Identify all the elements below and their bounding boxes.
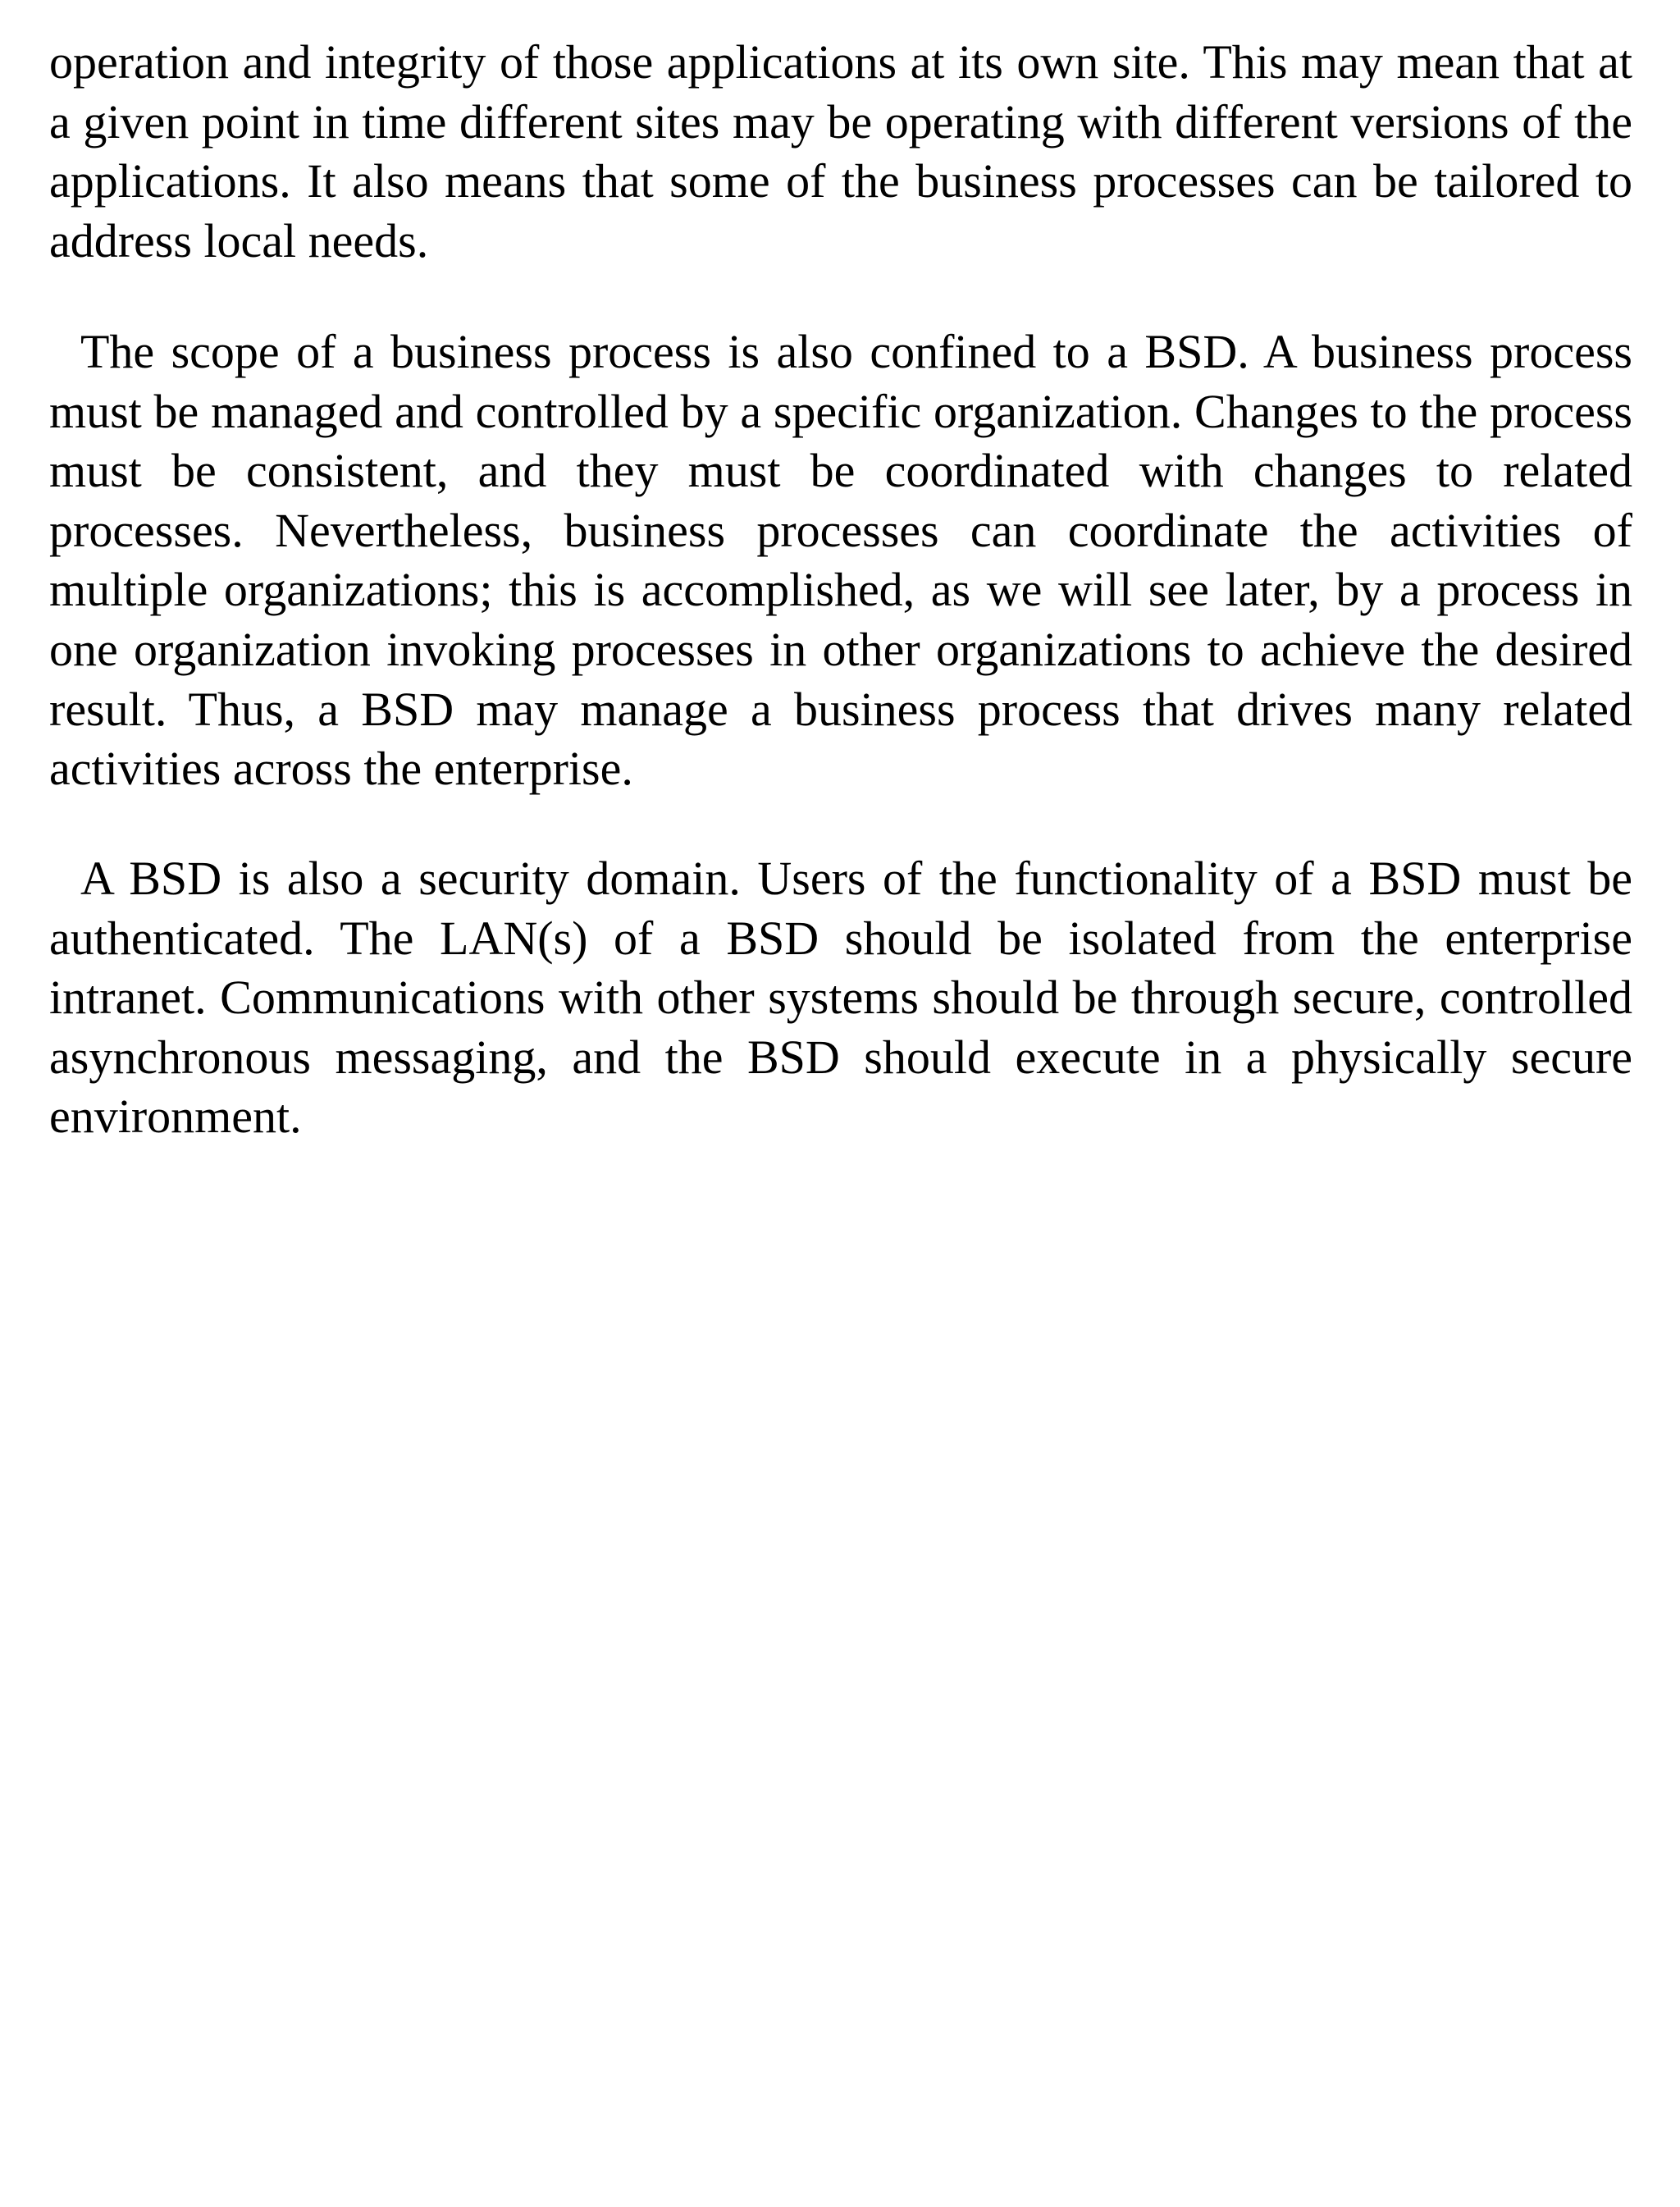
paragraph-business-process-scope: The scope of a business process is also confined to a BSD. A business process must be managed and controlled by a specific organization. Changes to the process must be consistent, and they must be coordinated with changes to related processes. Nevertheless, business processes can coordinate the activities of multiple organizations; this is accomplished, as we will see later, by a process in one organization invoking processes in other organizations to achieve the desired result. Thus, a BSD may manage a business process that drives many related activities across the enterprise. xyxy=(49,325,1632,796)
paragraph-security-domain: A BSD is also a security domain. Users of the functionality of a BSD must be authenticated. The LAN(s) of a BSD should be isolated from the enterprise intranet. Communications with other systems should be through secure, controlled asynchronous messaging, and the BSD should execute in a physically secure environment. xyxy=(49,852,1632,1144)
paragraph-local-site-operation: operation and integrity of those applications at its own site. This may mean that at a given point in time different sites may be operating with different versions of the applications. It also means that some of the business processes can be tailored to address local needs. xyxy=(49,35,1632,267)
